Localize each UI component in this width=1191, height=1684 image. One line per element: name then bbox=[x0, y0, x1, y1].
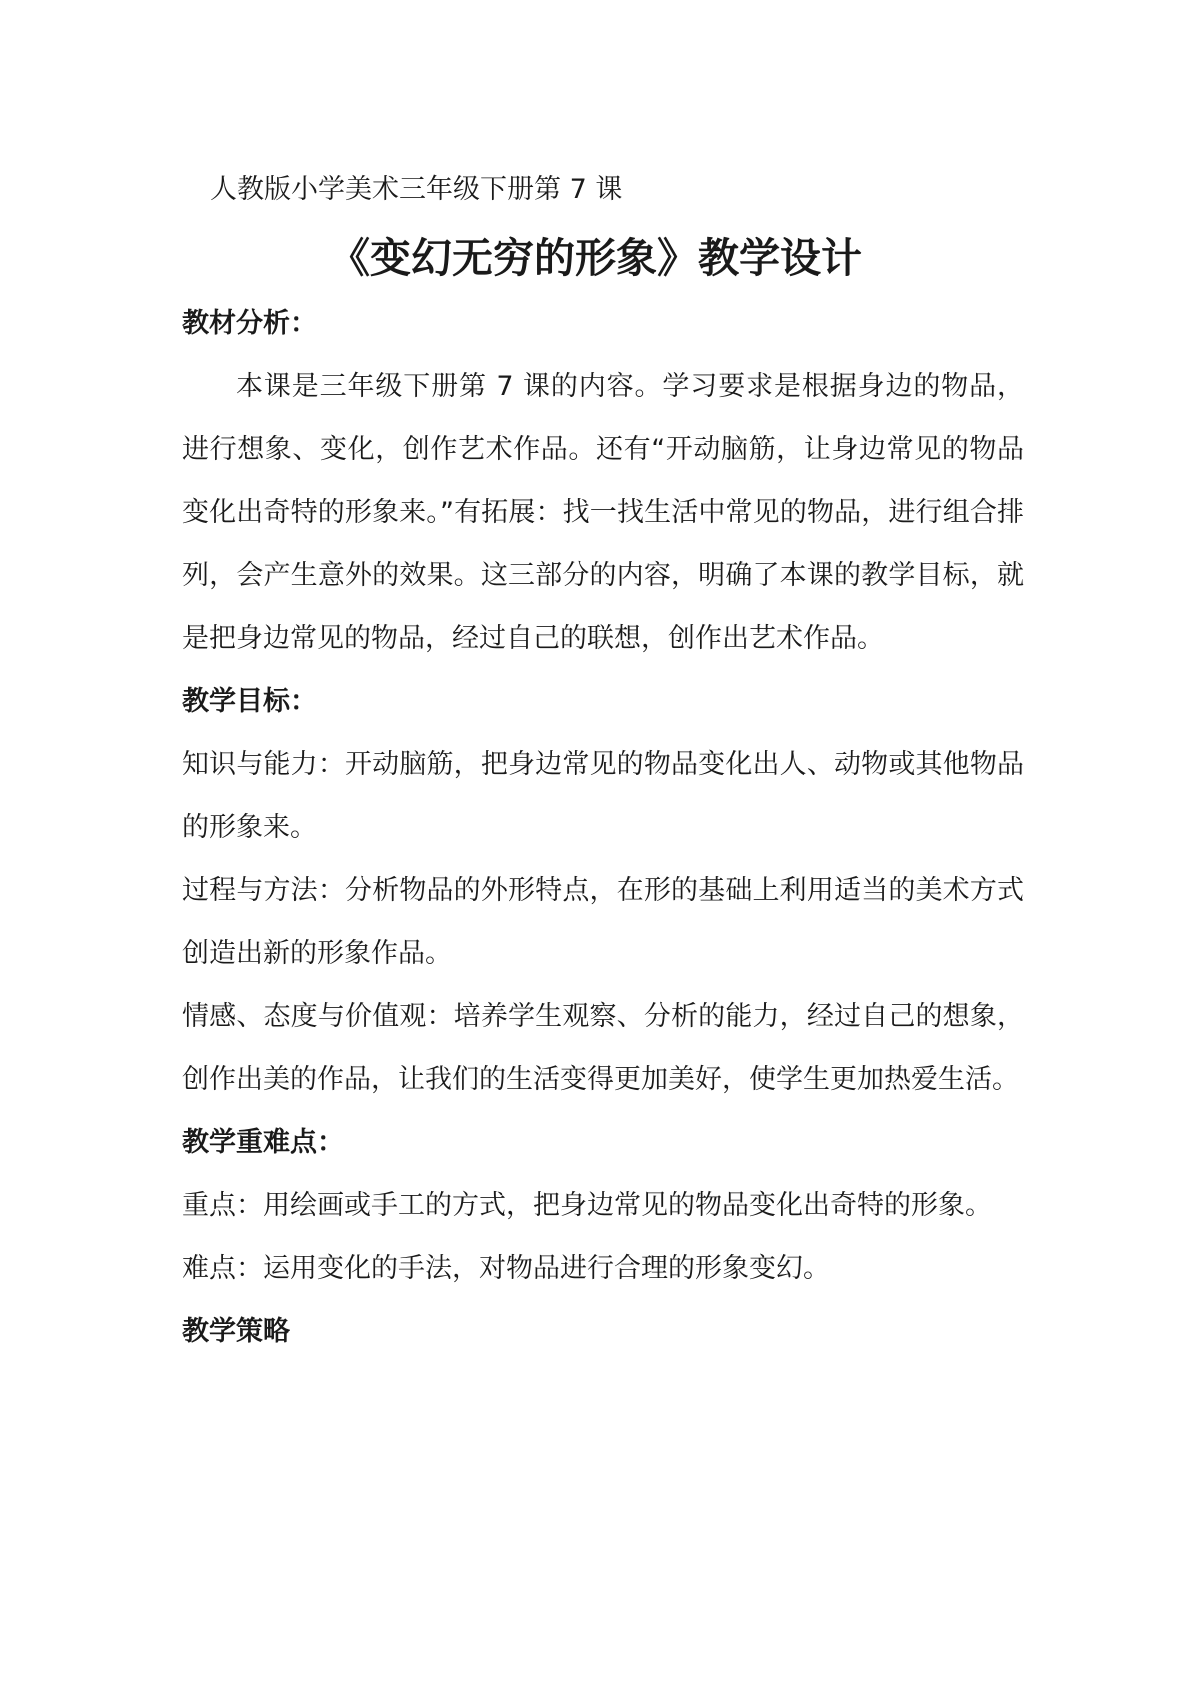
key-points-heading: 教学重难点： bbox=[182, 1127, 344, 1158]
document-body bbox=[182, 292, 1024, 1363]
key-point-difficulty: 难点：运用变化的手法，对物品进行合理的形象变幻。 bbox=[182, 1253, 830, 1284]
goal-knowledge: 知识与能力：开动脑筋，把身边常见的物品变化出人、动物或其他物品的形象来。 bbox=[182, 749, 1024, 843]
analysis-paragraph: 本课是三年级下册第 7 课的内容。学习要求是根据身边的物品，进行想象、变化，创作艺术作品。还有“开动脑筋，让身边常见的物品变化出奇特的形象来。”有拓展：找一找生活中常见的物品，进行组合排列，会产生意外的效果。这三部分的内容，明确了本课的教学目标，就是把身边常见的物品，经过自己的联想，创作出艺术作品。 bbox=[182, 371, 1024, 654]
document-subtitle: 人教版小学美术三年级下册第 7 课 bbox=[210, 174, 623, 205]
goals-heading: 教学目标： bbox=[182, 686, 317, 717]
strategy-heading: 教学策略 bbox=[182, 1316, 290, 1347]
analysis-heading: 教材分析： bbox=[182, 308, 317, 339]
goal-process: 过程与方法：分析物品的外形特点，在形的基础上利用适当的美术方式创造出新的形象作品。 bbox=[182, 875, 1024, 969]
goal-emotion: 情感、态度与价值观：培养学生观察、分析的能力，经过自己的想象，创作出美的作品，让我们的生活变得更加美好，使学生更加热爱生活。 bbox=[182, 1001, 1024, 1095]
key-point-focus: 重点：用绘画或手工的方式，把身边常见的物品变化出奇特的形象。 bbox=[182, 1190, 992, 1221]
document-title: 《变幻无穷的形象》教学设计 bbox=[329, 234, 862, 282]
